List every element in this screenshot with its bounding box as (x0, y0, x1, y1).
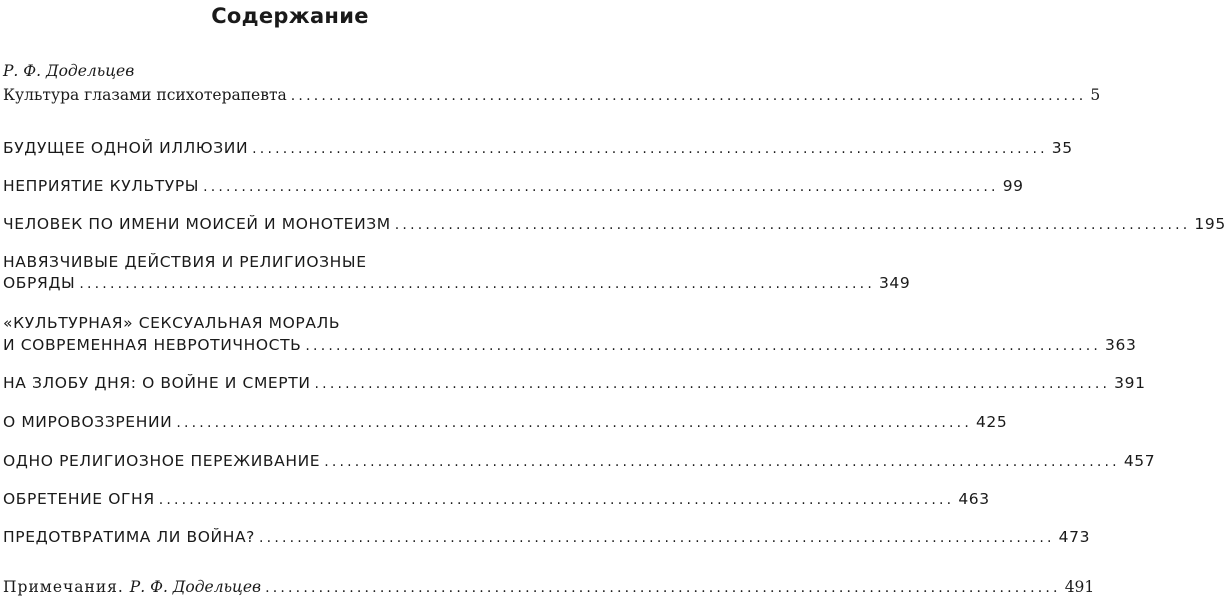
toc-entry[interactable] (3, 374, 1146, 392)
toc-entry-label: ПРЕДОТВРАТИМА ЛИ ВОЙНА? (3, 528, 256, 546)
toc-entry-label: ОБРЕТЕНИЕ ОГНЯ (3, 490, 155, 508)
toc-entry-page: 5 (1090, 86, 1101, 104)
toc-entry-label: Культура глазами психотерапевта (3, 86, 287, 104)
dot-leader: ........................................................................................................ (314, 376, 1111, 392)
dot-leader: ........................................................................................................ (176, 415, 972, 431)
toc-entry-page: 349 (878, 274, 911, 292)
dot-leader: ........................................................................................................ (324, 454, 1120, 470)
toc-entry-page: 463 (958, 490, 990, 508)
toc-entry-notes[interactable] (3, 578, 1095, 596)
toc-entry-page: 457 (1123, 452, 1156, 470)
dot-leader: ........................................................................................................ (305, 338, 1102, 354)
notes-label: Примечания. (3, 578, 124, 596)
preface-author: Р. Ф. Додельцев (3, 62, 135, 80)
dot-leader: ........................................................................................................ (252, 141, 1048, 157)
dot-leader: ........................................................................................................ (158, 492, 955, 508)
dot-leader: ........................................................................................................ (394, 217, 1191, 233)
toc-entry-page: 473 (1058, 528, 1091, 546)
toc-entry-label: НА ЗЛОБУ ДНЯ: О ВОЙНЕ И СМЕРТИ (3, 374, 311, 392)
toc-entry-label: О МИРОВОЗЗРЕНИИ (3, 413, 173, 431)
toc-entry-page: 391 (1114, 374, 1146, 392)
toc-entry[interactable] (3, 490, 990, 508)
toc-entry-page: 491 (1064, 578, 1095, 596)
toc-entry-page: 35 (1051, 139, 1073, 157)
toc-entry-label: ОБРЯДЫ (3, 274, 76, 292)
toc-entry[interactable] (3, 336, 1137, 354)
toc-entry[interactable] (3, 452, 1156, 470)
toc-entry-label: И СОВРЕМЕННАЯ НЕВРОТИЧНОСТЬ (3, 336, 302, 354)
notes-author: Р. Ф. Додельцев (129, 578, 262, 596)
toc-entry-label: БУДУЩЕЕ ОДНОЙ ИЛЛЮЗИИ (3, 139, 249, 157)
dot-leader: ........................................................................................................ (265, 580, 1061, 596)
toc-entry-label-line1: НАВЯЗЧИВЫЕ ДЕЙСТВИЯ И РЕЛИГИОЗНЫЕ (3, 253, 367, 271)
dot-leader: ........................................................................................................ (259, 530, 1055, 546)
dot-leader: ........................................................................................................ (290, 88, 1087, 104)
toc-entry-page: 195 (1194, 215, 1226, 233)
toc-entry-preface[interactable] (3, 86, 1101, 104)
toc-entry[interactable] (3, 413, 1008, 431)
page-title: Содержание (211, 4, 369, 28)
toc-entry[interactable] (3, 177, 1024, 195)
toc-entry-label (3, 578, 261, 596)
toc-entry[interactable] (3, 139, 1073, 157)
dot-leader: ........................................................................................................ (79, 276, 875, 292)
dot-leader: ........................................................................................................ (203, 179, 999, 195)
toc-entry[interactable] (3, 215, 1226, 233)
toc-entry-label: НЕПРИЯТИЕ КУЛЬТУРЫ (3, 177, 200, 195)
toc-entry[interactable] (3, 528, 1091, 546)
toc-entry-page: 99 (1002, 177, 1024, 195)
toc-entry-page: 363 (1105, 336, 1137, 354)
toc-entry-label: ОДНО РЕЛИГИОЗНОЕ ПЕРЕЖИВАНИЕ (3, 452, 321, 470)
toc-entry[interactable] (3, 274, 911, 292)
toc-entry-label: ЧЕЛОВЕК ПО ИМЕНИ МОИСЕЙ И МОНОТЕИЗМ (3, 215, 391, 233)
toc-entry-label-line1: «КУЛЬТУРНАЯ» СЕКСУАЛЬНАЯ МОРАЛЬ (3, 314, 341, 332)
toc-entry-page: 425 (975, 413, 1008, 431)
